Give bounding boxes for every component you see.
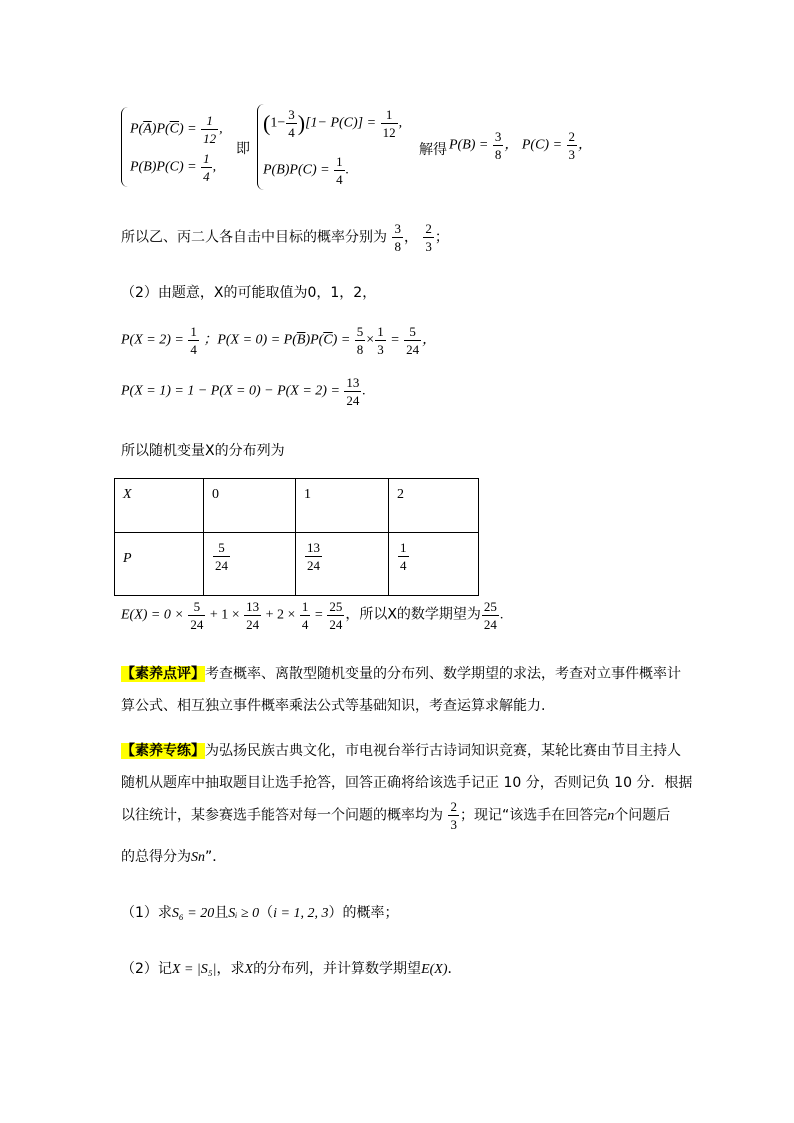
table-cell: 0: [204, 479, 296, 533]
expectation-line: E(X) = 0 × $\frac{5}{24}$ + 1 × $\frac{13}{24}$ + 2 × $\frac{1}{4}$ = $\frac{25}{24}$ ，所以X的数学期望为 $\frac{25}{24}$ .: [121, 599, 504, 632]
px2-line: P(X = 2) = $\frac{1}{4}$ ；$P(X = 0) = P(\overline{B})P(\overline{C})$ = $\frac{5}{8}$ × $\frac{1}{3}$ = $\frac{5}{24}$ ，: [121, 324, 437, 357]
system-eq1: $P(\overline{A})P(\overline{C})$ = $\frac{1}{12}$ ,: [130, 113, 223, 146]
left-brace-1: [121, 107, 128, 187]
comment-line2: 算公式、相互独立事件概率乘法公式等基础知识，考查运算求解能力.: [121, 698, 546, 714]
practice-line3: 以往统计，某参赛选手能答对每一个问题的概率均为 $\frac{2}{3}$ ；现记“该选手在回答完n个问题后: [121, 799, 671, 832]
system-eq4: P(B)P(C) = $\frac{1}{4}$ .: [263, 154, 350, 187]
table-cell: X: [115, 479, 204, 533]
ji-label: 即: [236, 141, 250, 157]
part2-intro: （2）由题意，X的可能取值为0，1，2，: [121, 285, 377, 301]
table-cell: $\frac{5}{24}$: [204, 533, 296, 596]
distribution-table: [114, 478, 479, 596]
dist-intro: 所以随机变量X的分布列为: [121, 443, 285, 459]
practice-line2: 随机从题库中抽取题目让选手抢答，回答正确将给该选手记正 10 分，否则记负 10 分．根据: [121, 775, 693, 791]
solve-label: 解得: [419, 142, 447, 158]
table-cell: 2: [389, 479, 479, 533]
table-cell: $\frac{13}{24}$: [296, 533, 389, 596]
system-eq3: (1− $\frac{3}{4}$ )[1− P(C)] = $\frac{1}{12}$ ,: [263, 107, 403, 140]
result-line: 所以乙、丙二人各自击中目标的概率分别为 $\frac{3}{8}$ ， $\frac{2}{3}$ ；: [121, 221, 449, 254]
practice-line4: 的总得分为Sn”．: [121, 849, 227, 865]
comment-tag: 【素养点评】: [121, 666, 205, 682]
table-cell: P: [115, 533, 204, 596]
table-row: [115, 533, 479, 596]
system-eq2: P(B)P(C) = $\frac{1}{4}$ ,: [130, 151, 217, 184]
table-row: [115, 479, 479, 533]
table-cell: 1: [296, 479, 389, 533]
px1-line: P(X = 1) = 1 − P(X = 0) − P(X = 2) = $\frac{13}{24}$ .: [121, 375, 366, 408]
pb-result: P(B) = $\frac{3}{8}$ ， P(C) = $\frac{2}{3}$ ，: [449, 129, 593, 162]
question-2: （2）记X = |S₅|，求X的分布列，并计算数学期望E(X)．: [121, 961, 462, 977]
practice-tag: 【素养专练】: [121, 743, 205, 759]
practice-line1: 【素养专练】为弘扬民族古典文化，市电视台举行古诗词知识竞赛，某轮比赛由节目主持人: [121, 743, 681, 759]
question-1: （1）求S₆ = 20且Sᵢ ≥ 0（i = 1, 2, 3）的概率；: [121, 905, 399, 921]
comment-line1: 【素养点评】考查概率、离散型随机变量的分布列、数学期望的求法，考查对立事件概率计: [121, 666, 681, 682]
table-cell: $\frac{1}{4}$: [389, 533, 479, 596]
